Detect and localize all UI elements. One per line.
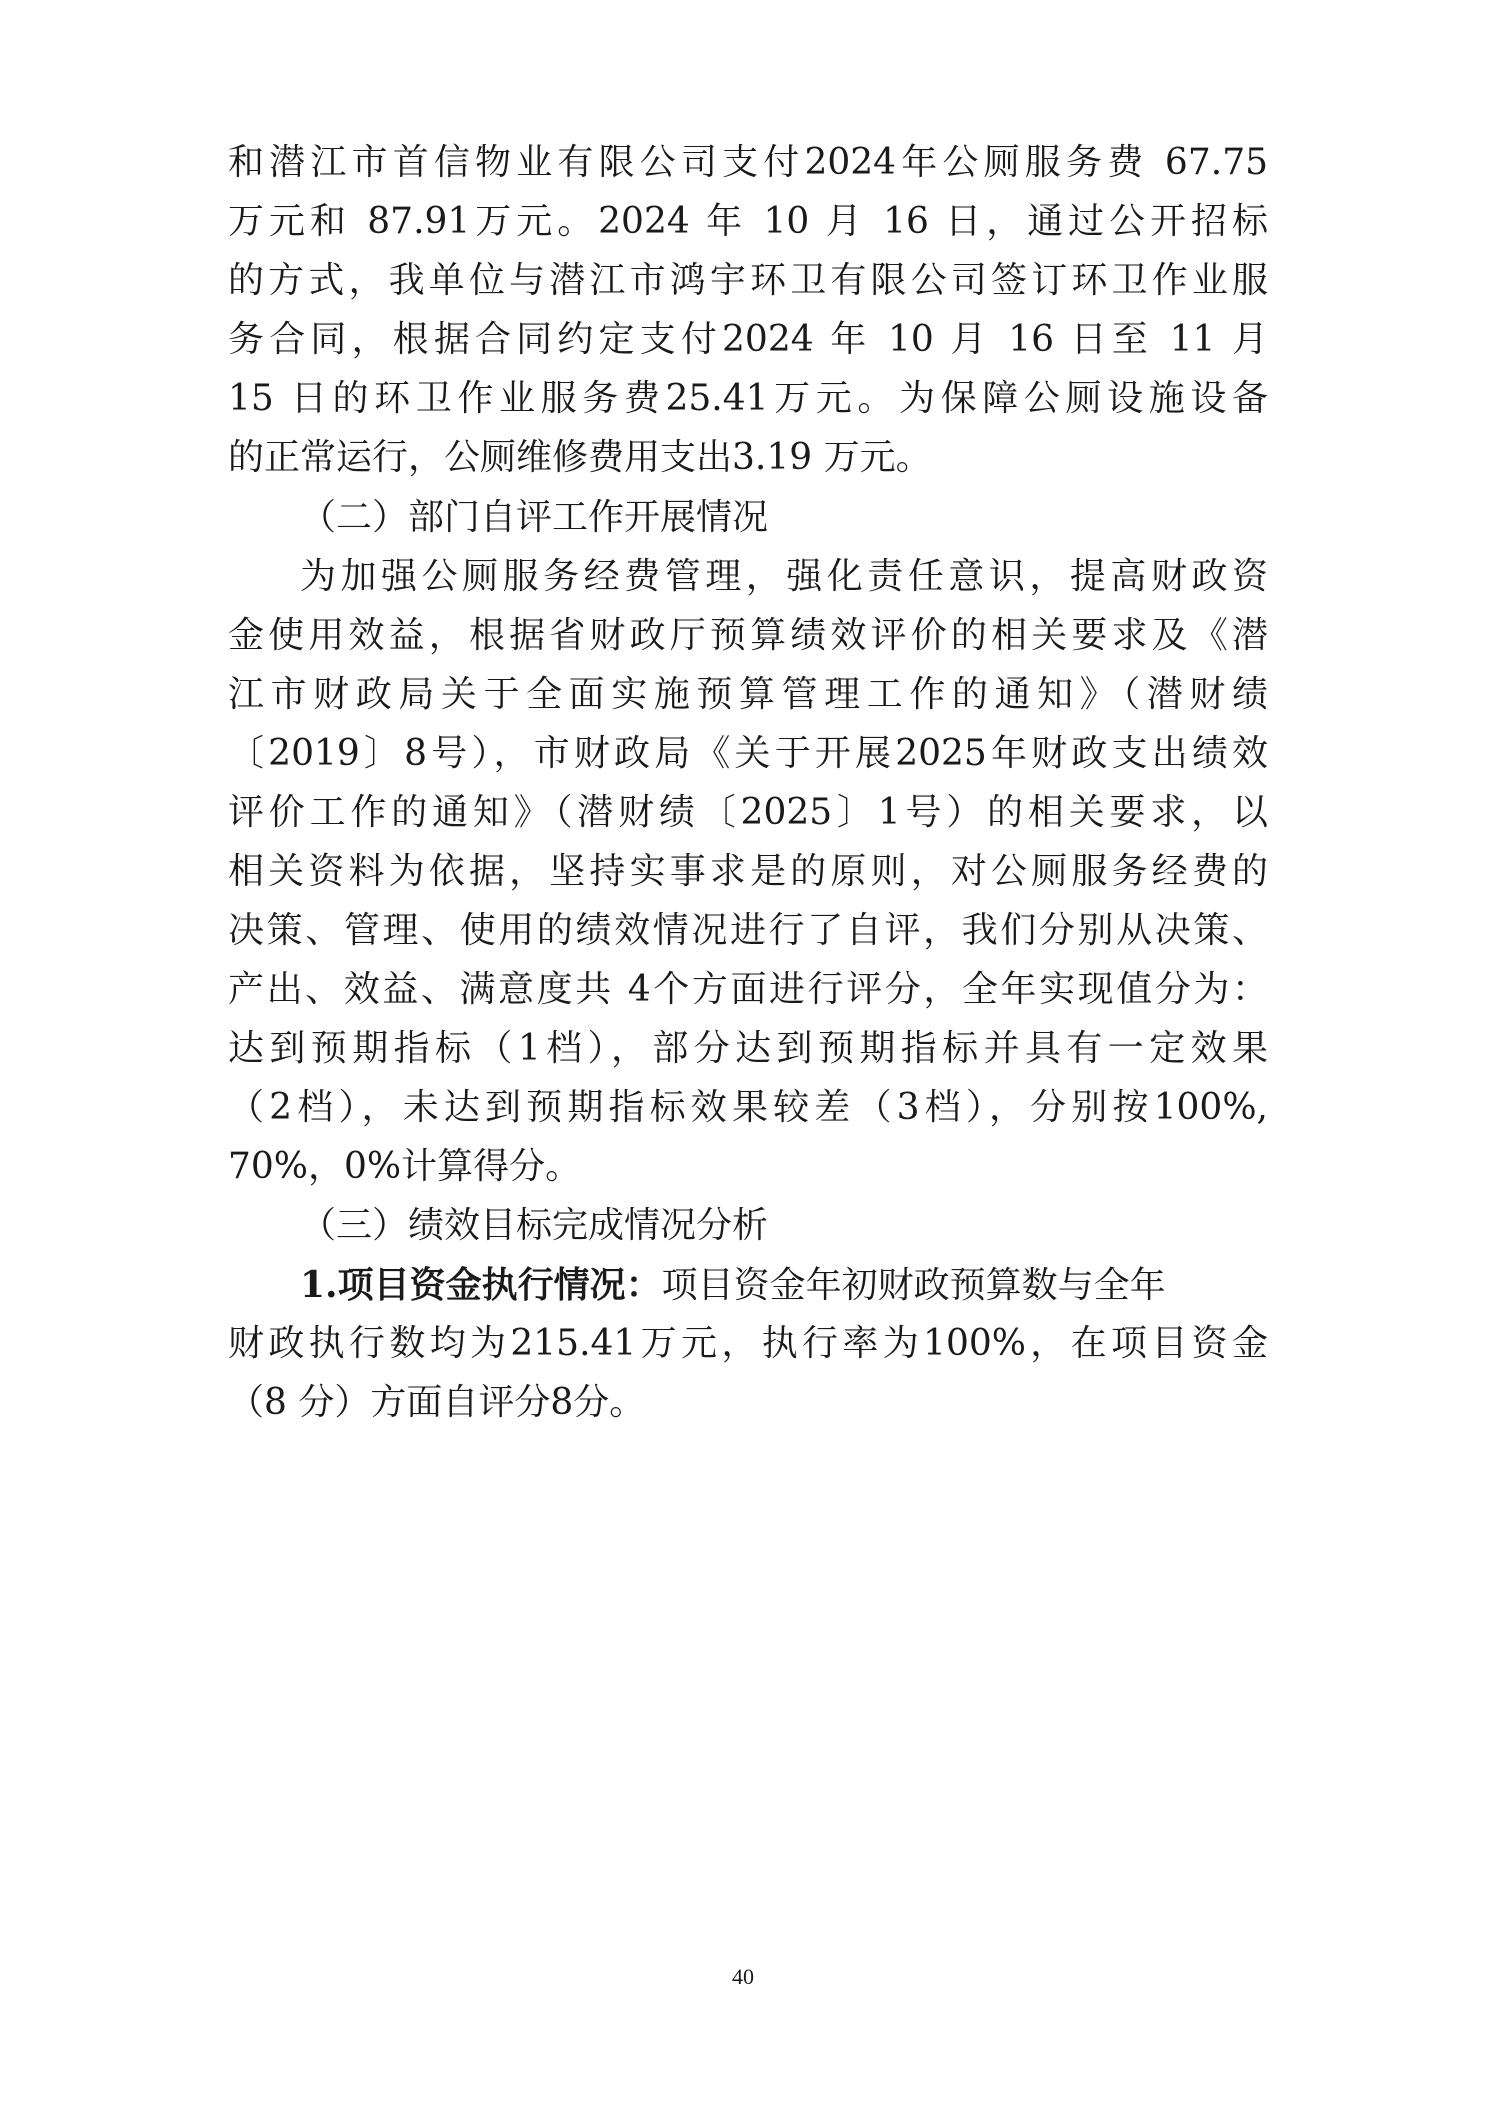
paragraph-line: 万元和 87.91万元。2024 年 10 月 16 日，通过公开招标 [228,201,1268,242]
paragraph-line: 江市财政局关于全面实施预算管理工作的通知》（潜财绩 [228,674,1268,715]
paragraph-line: 为加强公厕服务经费管理，强化责任意识，提高财政资 [300,556,1268,597]
section-heading: （二）部门自评工作开展情况 [300,497,769,538]
paragraph-line: 相关资料为依据，坚持实事求是的原则，对公厕服务经费的 [228,851,1268,892]
paragraph-line: 70%，0%计算得分。 [228,1146,582,1187]
paragraph-line: 金使用效益，根据省财政厅预算绩效评价的相关要求及《潜 [228,615,1268,656]
item-lead: 1.项目资金执行情况： [300,1264,662,1306]
paragraph-line: 财政执行数均为215.41万元，执行率为100%，在项目资金 [228,1323,1268,1364]
paragraph-line: 和潜江市首信物业有限公司支付2024年公厕服务费 67.75 [228,142,1268,183]
item-text: 项目资金年初财政预算数与全年 [661,1265,1166,1306]
paragraph-line: （8 分）方面自评分8分。 [228,1382,646,1423]
section-heading: （三）绩效目标完成情况分析 [300,1205,769,1246]
paragraph-line: 的正常运行，公厕维修费用支出3.19 万元。 [228,437,932,478]
paragraph-line [300,1255,1268,1315]
paragraph-line: 达到预期指标（1档），部分达到预期指标并具有一定效果 [228,1028,1268,1069]
paragraph-line: 务合同，根据合同约定支付2024 年 10 月 16 日至 11 月 [228,319,1268,360]
page-number: 40 [732,1964,754,1989]
paragraph-line: 的方式，我单位与潜江市鸿宇环卫有限公司签订环卫作业服 [228,260,1268,301]
paragraph-line: 〔2019〕8号），市财政局《关于开展2025年财政支出绩效 [228,733,1268,774]
paragraph-line: （2档），未达到预期指标效果较差（3档），分别按100%, [228,1087,1268,1128]
paragraph-line: 评价工作的通知》（潜财绩〔2025〕1号）的相关要求，以 [228,792,1268,833]
paragraph-line: 15 日的环卫作业服务费25.41万元。为保障公厕设施设备 [228,378,1268,419]
paragraph-line: 决策、管理、使用的绩效情况进行了自评，我们分别从决策、 [228,910,1268,951]
paragraph-line: 产出、效益、满意度共 4个方面进行评分，全年实现值分为： [228,969,1268,1010]
